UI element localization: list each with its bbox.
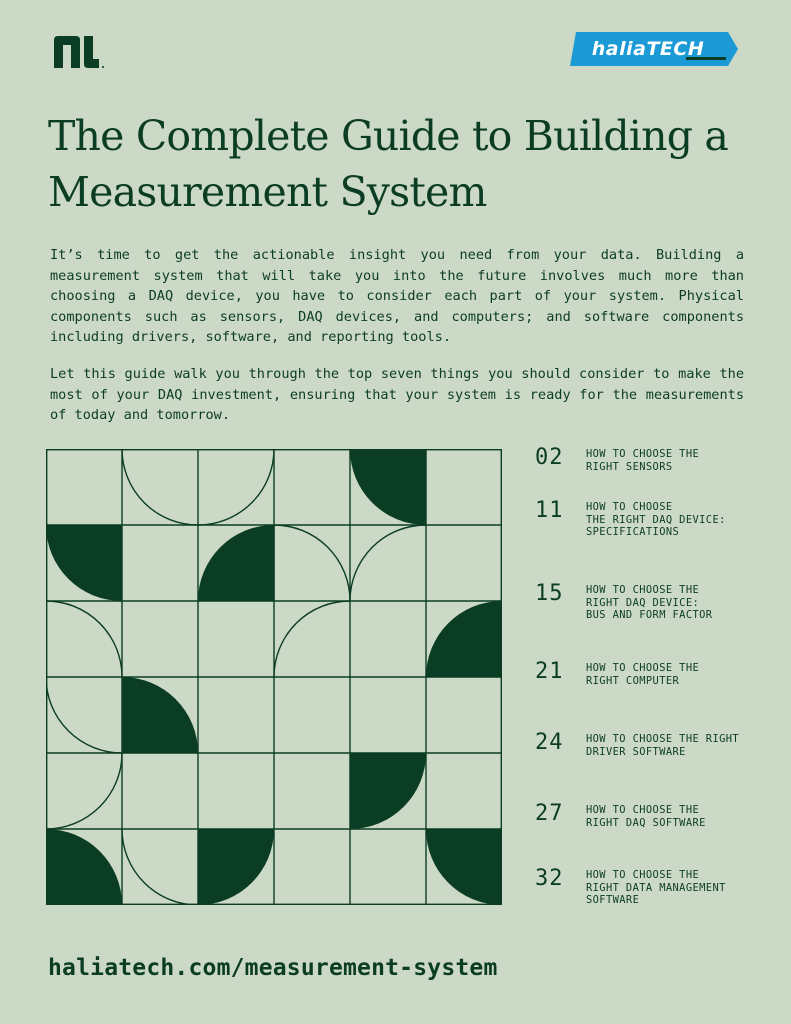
pattern-shape bbox=[350, 449, 426, 525]
intro-paragraph-2: Let this guide walk you through the top seven things you should consider to make the most of your DAQ investment, ensuring that your system is ready for the measurements of today and tomorrow. bbox=[50, 366, 744, 423]
haliatech-logo bbox=[568, 30, 740, 68]
toc-page-number: 24 bbox=[535, 730, 564, 755]
pattern-shape bbox=[350, 753, 426, 829]
toc-page-number: 11 bbox=[535, 498, 564, 523]
pattern-shape bbox=[426, 829, 502, 905]
pattern-shape bbox=[198, 525, 274, 601]
toc-label: HOW TO CHOOSE THE RIGHT DATA MANAGEMENT SOFTWARE bbox=[586, 869, 726, 906]
pattern-shape bbox=[426, 601, 502, 677]
website-url-link[interactable]: haliatech.com/measurement-system bbox=[48, 955, 498, 981]
toc-page-number: 02 bbox=[535, 445, 564, 470]
pattern-shape bbox=[46, 829, 122, 905]
haliatech-logo-text: haliaTECH bbox=[591, 38, 705, 60]
toc-label: HOW TO CHOOSE THE RIGHT DAQ DEVICE: SPECIFICATIONS bbox=[586, 501, 726, 538]
pattern-shape bbox=[198, 829, 274, 905]
toc-label: HOW TO CHOOSE THE RIGHT DAQ DEVICE: BUS AND FORM FACTOR bbox=[586, 584, 713, 621]
intro-paragraph-1: It’s time to get the actionable insight you need from your data. Building a measurement system that will take you into the future involves much more than choosing a DAQ device, you have to consider each part of your system. Physical components such as sensors, DAQ devices, and computers; and software components including drivers, software, and reporting tools. bbox=[50, 247, 744, 345]
toc-page-number: 32 bbox=[535, 866, 564, 891]
toc-label: HOW TO CHOOSE THE RIGHT SENSORS bbox=[586, 448, 700, 473]
page-title: The Complete Guide to Building a Measurement System bbox=[48, 112, 729, 216]
ni-logo bbox=[50, 32, 114, 72]
toc-page-number: 15 bbox=[535, 581, 564, 606]
toc-label: HOW TO CHOOSE THE RIGHT DAQ SOFTWARE bbox=[586, 804, 706, 829]
pattern-shape bbox=[122, 677, 198, 753]
toc-page-number: 21 bbox=[535, 659, 564, 684]
toc-label: HOW TO CHOOSE THE RIGHT DRIVER SOFTWARE bbox=[586, 733, 740, 758]
pattern-shape bbox=[46, 525, 122, 601]
decorative-grid-pattern bbox=[46, 449, 502, 905]
toc-page-number: 27 bbox=[535, 801, 564, 826]
ni-logo-mark bbox=[50, 32, 114, 72]
toc-label: HOW TO CHOOSE THE RIGHT COMPUTER bbox=[586, 662, 700, 687]
